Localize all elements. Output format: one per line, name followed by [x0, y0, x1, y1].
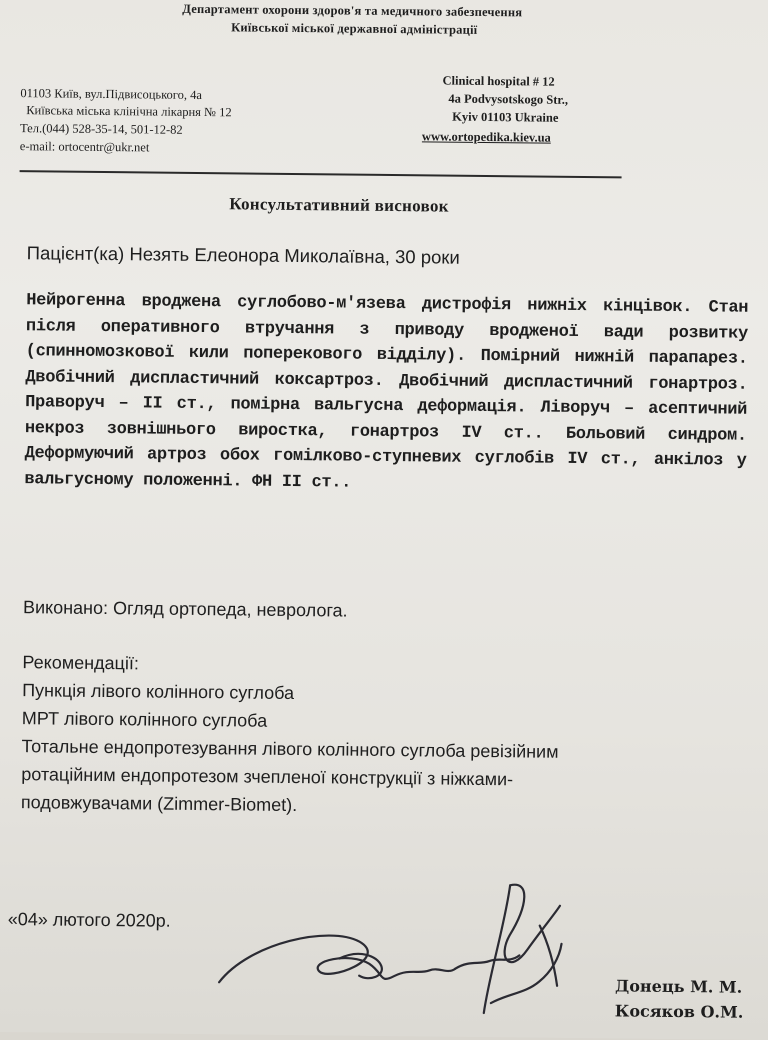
recommendation-item: МРТ лівого колінного суглоба [21, 708, 268, 731]
address-ua-phone: Тел.(044) 528-35-14, 501-12-82 [19, 121, 183, 137]
recommendation-item: Тотальне ендопротезування лівого колінного суглоба ревізійним [21, 736, 559, 762]
signature-scribble [209, 862, 591, 1022]
address-en-line-1: Clinical hospital # 12 [442, 73, 555, 89]
address-ua-email: e-mail: ortocentr@ukr.net [19, 139, 150, 155]
recommendation-item: Пункція лівого колінного суглоба [22, 680, 295, 704]
document-date: «04» лютого 2020р. [7, 909, 171, 931]
address-ua-line-1: 01103 Київ, вул.Підвисоцького, 4а [20, 86, 203, 103]
signatory-1: Донець М. М. [614, 976, 743, 997]
recommendations-label: Рекомендації: [22, 652, 140, 674]
letterhead-divider [20, 170, 622, 178]
address-ua-line-2: Київська міська клінічна лікарня № 12 [26, 103, 232, 120]
website-link: www.ortopedika.kiev.ua [421, 129, 551, 145]
signatory-2: Косяков О.М. [614, 1001, 744, 1022]
done-line: Виконано: Огляд ортопеда, невролога. [22, 597, 348, 621]
department-line-2: Київської міської державної адміністрації [231, 20, 478, 37]
document-title: Консультативний висновок [229, 194, 449, 216]
diagnosis-text: Нейрогенна вроджена суглобово-м'язева дистрофія нижніх кінцівок. Стан після оперативного втручання з приводу вродженої вади розвитку (спинномозкової кили поперекового відділу). Помірний нижній парапарез. Двобічний диспластичний коксартроз. Двобічний диспластичний гонартроз. Праворуч – ІІ ст., помірна вальгусна деформація. Ліворуч – асептичний некроз зовнішнього виростка, гонартроз IV ст.. Больовий синдром. Деформуючий артроз обох гомілково-ступневих суглобів IV ст., анкілоз у вальгусному положенні. ФН ІІ ст.. [24, 291, 749, 493]
department-line-1: Департамент охорони здоров'я та медичного забезпечення [182, 1, 523, 20]
address-en-line-3: Kyiv 01103 Ukraine [452, 109, 559, 125]
address-en-line-2: 4a Podvysotskogo Str., [448, 91, 569, 107]
recommendation-item: ротаційним ендопротезом зчепленої конструкції з ніжками- [21, 764, 514, 790]
recommendation-item: подовжувачами (Zimmer-Biomet). [20, 792, 298, 816]
patient-line: Пацієнт(ка) Незять Елеонора Миколаївна, 30 роки [26, 242, 460, 268]
